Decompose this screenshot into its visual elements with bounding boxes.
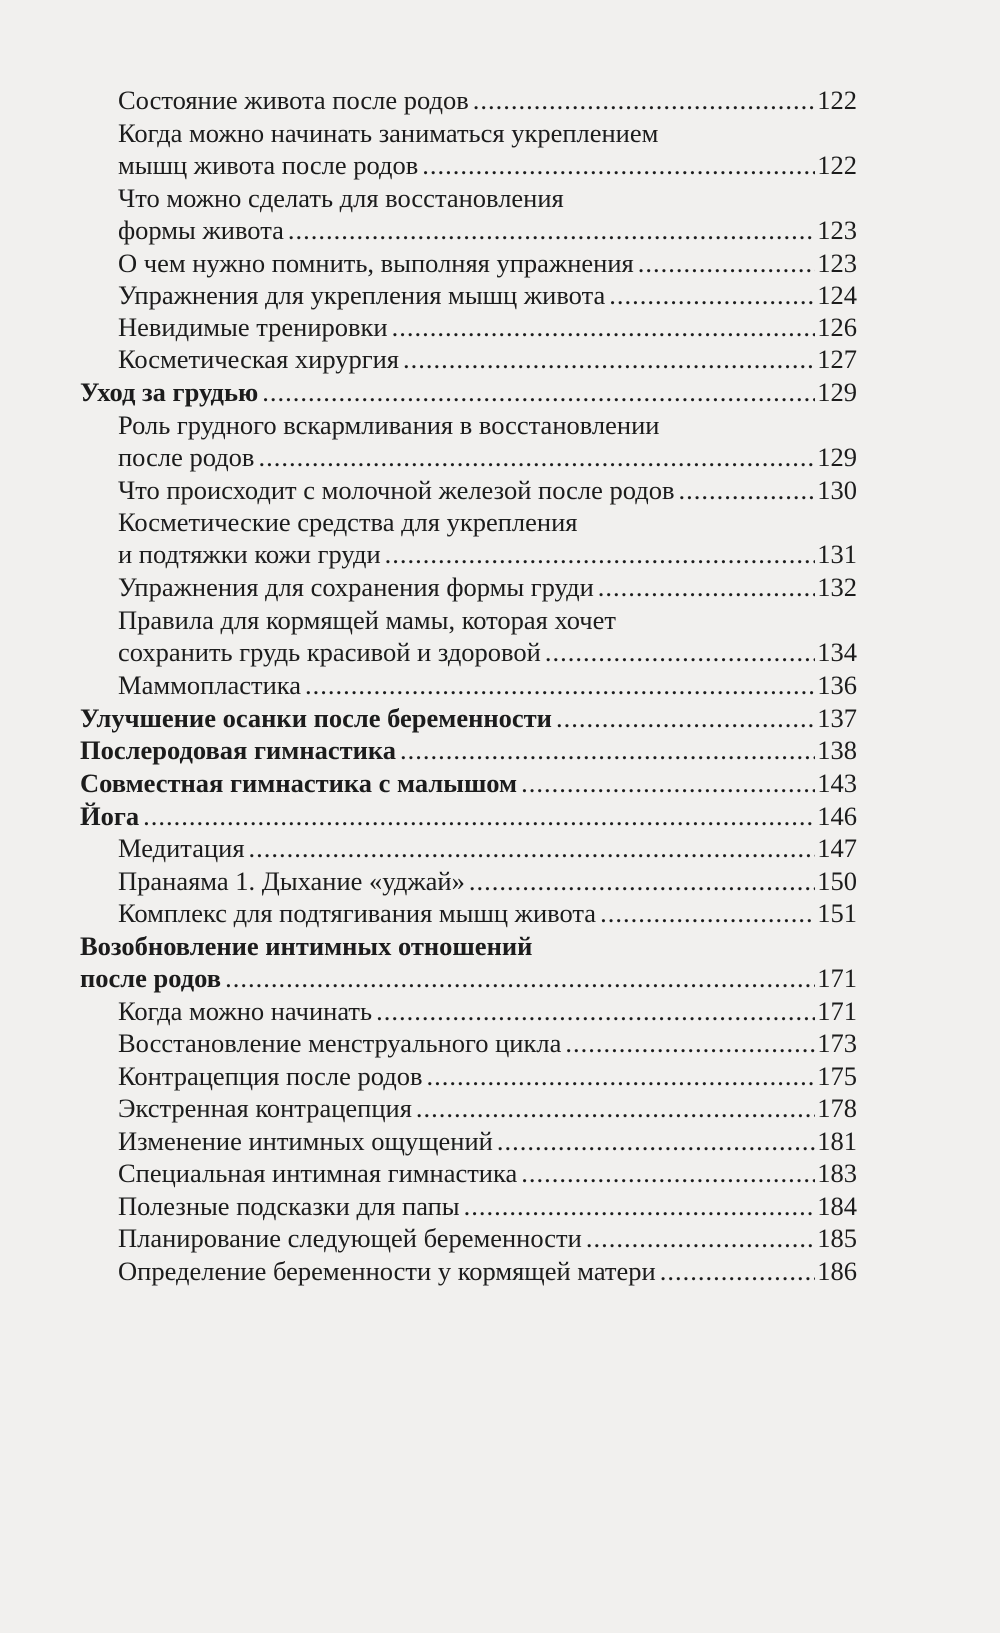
toc-entry-row: [118, 865, 857, 897]
toc-page-number: 123: [817, 215, 857, 245]
toc-section-entry: [118, 865, 857, 897]
dot-leader: [422, 149, 815, 181]
toc-chapter-entry: [80, 734, 857, 766]
toc-entry-row: [118, 1027, 857, 1059]
dot-leader: [392, 311, 816, 343]
toc-chapter-entry: [80, 702, 857, 734]
toc-entry-title: Медитация: [118, 833, 245, 863]
toc-page-number: 151: [817, 898, 857, 928]
toc-entry-title-line: Возобновление интимных отношений: [80, 931, 533, 961]
dot-leader: [565, 1027, 815, 1059]
toc-entry-row: [80, 767, 857, 799]
dot-leader: [249, 832, 816, 864]
toc-entry-title-line: Роль грудного вскармливания в восстановлении: [118, 410, 660, 440]
toc-entry-row: [118, 897, 857, 929]
toc-section-entry: [118, 84, 857, 116]
toc-entry-title: после родов: [80, 963, 222, 993]
toc-entry-title: Восстановление менструального цикла: [118, 1028, 562, 1058]
toc-entry-row: [118, 1255, 857, 1287]
dot-leader: [262, 376, 815, 408]
toc-entry-title: Упражнения для сохранения формы груди: [118, 572, 594, 602]
dot-leader: [464, 1190, 816, 1222]
dot-leader: [497, 1125, 815, 1157]
toc-page-number: 143: [817, 768, 857, 798]
toc-section-entry: [118, 343, 857, 375]
toc-entry-title: Йога: [80, 801, 140, 831]
toc-section-entry: [118, 1157, 857, 1189]
toc-entry-row: [118, 343, 857, 375]
toc-entry-row: [118, 279, 857, 311]
toc-entry-row: [118, 1222, 857, 1254]
toc-entry-row: [80, 734, 857, 766]
toc-entry-title: Послеродовая гимнастика: [80, 735, 397, 765]
toc-entry-title: Невидимые тренировки: [118, 312, 388, 342]
toc-page-number: 178: [817, 1093, 857, 1123]
toc-page-number: 122: [817, 85, 857, 115]
toc-section-entry: [118, 1255, 857, 1287]
toc-page-number: 185: [817, 1223, 857, 1253]
toc-entry-title-line: Правила для кормящей мамы, которая хочет: [118, 605, 616, 635]
toc-entry-row: [118, 149, 857, 181]
dot-leader: [288, 214, 815, 246]
dot-leader: [678, 474, 815, 506]
toc-entry-title: Уход за грудью: [80, 377, 259, 407]
toc-page-number: 131: [817, 539, 857, 569]
toc-entry-title: Пранаяма 1. Дыхание «уджай»: [118, 866, 465, 896]
dot-leader: [598, 571, 815, 603]
dot-leader: [586, 1222, 815, 1254]
dot-leader: [469, 865, 815, 897]
toc-section-entry: [118, 832, 857, 864]
toc-section-entry: [118, 311, 857, 343]
toc-page-number: 183: [817, 1158, 857, 1188]
toc-chapter-entry: [80, 930, 857, 994]
dot-leader: [258, 441, 815, 473]
toc-entry-row: [118, 1060, 857, 1092]
toc-entry-title: Специальная интимная гимнастика: [118, 1158, 518, 1188]
toc-entry-title-line: Что можно сделать для восстановления: [118, 183, 564, 213]
toc-section-entry: [118, 117, 857, 181]
toc-entry-title: Изменение интимных ощущений: [118, 1126, 493, 1156]
dot-leader: [556, 702, 815, 734]
toc-entry-row: [80, 962, 857, 994]
toc-section-entry: [118, 279, 857, 311]
dot-leader: [143, 800, 815, 832]
dot-leader: [400, 734, 815, 766]
toc-entry-title: после родов: [118, 442, 255, 472]
toc-chapter-entry: [80, 767, 857, 799]
dot-leader: [609, 279, 815, 311]
dot-leader: [376, 995, 815, 1027]
toc-section-entry: [118, 182, 857, 246]
toc-page-number: 147: [817, 833, 857, 863]
toc-entry-title-line: Когда можно начинать заниматься укреплением: [118, 118, 659, 148]
toc-entry-row: [118, 214, 857, 246]
toc-entry-title: Состояние живота после родов: [118, 85, 469, 115]
toc-section-entry: [118, 409, 857, 473]
toc-section-entry: [118, 1060, 857, 1092]
dot-leader: [403, 343, 815, 375]
toc-entry-row: [118, 1190, 857, 1222]
toc-entry-row: [118, 1157, 857, 1189]
toc-page-number: 186: [817, 1256, 857, 1286]
toc-page-number: 150: [817, 866, 857, 896]
toc-section-entry: [118, 506, 857, 570]
toc-page-number: 134: [817, 637, 857, 667]
toc-page-number: 136: [817, 670, 857, 700]
dot-leader: [521, 767, 815, 799]
toc-page-number: 132: [817, 572, 857, 602]
dot-leader: [660, 1255, 816, 1287]
toc-entry-row: [118, 311, 857, 343]
dot-leader: [426, 1060, 815, 1092]
toc-page-number: 175: [817, 1061, 857, 1091]
dot-leader: [600, 897, 815, 929]
dot-leader: [385, 538, 816, 570]
dot-leader: [638, 247, 816, 279]
toc-section-entry: [118, 1222, 857, 1254]
toc-entry-row: [118, 538, 857, 570]
toc-entry-title: Комплекс для подтягивания мышц живота: [118, 898, 597, 928]
toc-entry-row: [118, 636, 857, 668]
toc-page-number: 130: [817, 475, 857, 505]
toc-section-entry: [118, 897, 857, 929]
toc-entry-row: [118, 669, 857, 701]
dot-leader: [416, 1092, 815, 1124]
toc-entry-title: О чем нужно помнить, выполняя упражнения: [118, 248, 634, 278]
toc-page-number: 123: [817, 248, 857, 278]
toc-page-number: 137: [817, 703, 857, 733]
toc-entry-row: [118, 247, 857, 279]
toc-entry-row: [118, 441, 857, 473]
toc-entry-row: [118, 1092, 857, 1124]
dot-leader: [225, 962, 815, 994]
toc-page-number: 146: [817, 801, 857, 831]
toc-section-entry: [118, 669, 857, 701]
toc-entry-title: и подтяжки кожи груди: [118, 539, 381, 569]
toc-section-entry: [118, 1027, 857, 1059]
toc-entry-row: [118, 84, 857, 116]
toc-entry-title: Косметическая хирургия: [118, 344, 399, 374]
toc-entry-row: [80, 376, 857, 408]
toc-page-number: 129: [817, 377, 857, 407]
toc-section-entry: [118, 1125, 857, 1157]
toc-entry-title-line: Косметические средства для укрепления: [118, 507, 578, 537]
toc-section-entry: [118, 571, 857, 603]
toc-page-number: 181: [817, 1126, 857, 1156]
toc-entry-title: Совместная гимнастика с малышом: [80, 768, 518, 798]
toc-section-entry: [118, 474, 857, 506]
toc-page-number: 122: [817, 150, 857, 180]
dot-leader: [473, 84, 816, 116]
toc-page-number: 173: [817, 1028, 857, 1058]
toc-entry-title: Что происходит с молочной железой после родов: [118, 475, 675, 505]
toc-entry-title: Упражнения для укрепления мышц живота: [118, 280, 606, 310]
toc-entry-title: Экстренная контрацепция: [118, 1093, 412, 1123]
toc-entry-title: Когда можно начинать: [118, 996, 373, 1026]
toc-entry-title: Планирование следующей беременности: [118, 1223, 582, 1253]
toc-entry-row: [80, 800, 857, 832]
toc-page-number: 127: [817, 344, 857, 374]
toc-page-number: 184: [817, 1191, 857, 1221]
toc-page-number: 126: [817, 312, 857, 342]
toc-entry-title: мышц живота после родов: [118, 150, 419, 180]
toc-page-number: 171: [817, 996, 857, 1026]
toc-entry-title: формы живота: [118, 215, 284, 245]
toc-entry-title: Маммопластика: [118, 670, 302, 700]
toc-entry-title: сохранить грудь красивой и здоровой: [118, 637, 541, 667]
toc-chapter-entry: [80, 800, 857, 832]
toc-page-number: 138: [817, 735, 857, 765]
toc-entry-row: [80, 702, 857, 734]
dot-leader: [305, 669, 815, 701]
dot-leader: [545, 636, 815, 668]
toc-section-entry: [118, 995, 857, 1027]
toc-page-number: 129: [817, 442, 857, 472]
toc-entry-row: [118, 571, 857, 603]
dot-leader: [521, 1157, 815, 1189]
toc-section-entry: [118, 1190, 857, 1222]
toc-section-entry: [118, 247, 857, 279]
toc-entry-row: [118, 832, 857, 864]
toc-entry-row: [118, 995, 857, 1027]
toc-entry-title: Контрацепция после родов: [118, 1061, 423, 1091]
toc-entry-title: Полезные подсказки для папы: [118, 1191, 460, 1221]
toc-entry-row: [118, 1125, 857, 1157]
toc-entry-row: [118, 474, 857, 506]
toc-entry-title: Улучшение осанки после беременности: [80, 703, 552, 733]
toc-page-number: 124: [817, 280, 857, 310]
toc-entry-title: Определение беременности у кормящей матери: [118, 1256, 656, 1286]
toc-section-entry: [118, 604, 857, 668]
toc-page-number: 171: [817, 963, 857, 993]
toc-section-entry: [118, 1092, 857, 1124]
toc-chapter-entry: [80, 376, 857, 408]
